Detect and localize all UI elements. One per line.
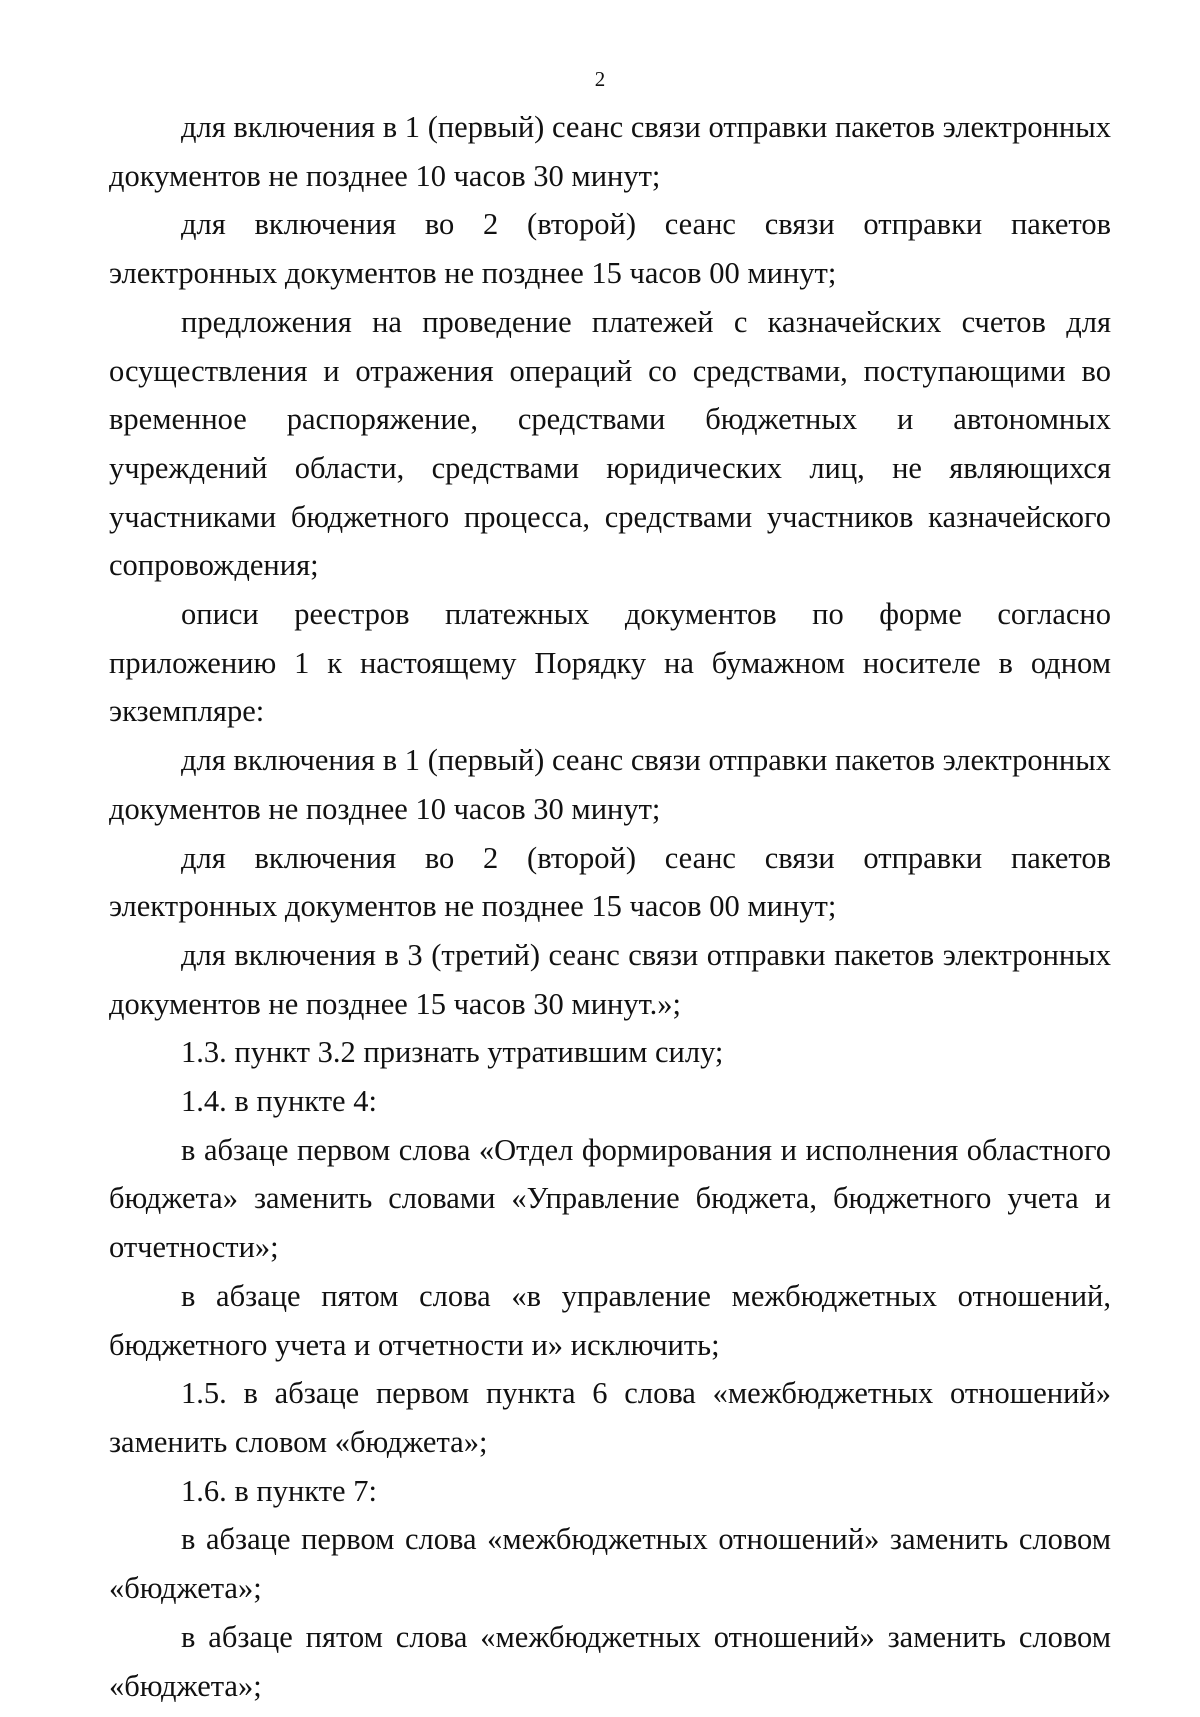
paragraph: 1.4. в пункте 4:	[181, 1084, 377, 1119]
paragraph: 1.5. в абзаце первом пункта 6 слова «межбюджетных отношений» заменить словом «бюджета»;	[109, 1376, 1111, 1459]
paragraph: 1.3. пункт 3.2 признать утратившим силу;	[181, 1035, 724, 1070]
paragraph: для включения во 2 (второй) сеанс связи отправки пакетов электронных документов не позднее 15 часов 00 минут;	[109, 840, 1111, 924]
paragraph: в абзаце первом слова «Отдел формирования и исполнения областного бюджета» заменить словами «Управление бюджета, бюджетного учета и отчетности»;	[109, 1132, 1111, 1265]
paragraph: для включения в 1 (первый) сеанс связи отправки пакетов электронных документов не позднее 10 часов 30 минут;	[109, 743, 1111, 826]
paragraph: для включения во 2 (второй) сеанс связи отправки пакетов электронных документов не позднее 15 часов 00 минут;	[109, 207, 1111, 291]
document-body	[109, 103, 1111, 1710]
paragraph: в абзаце первом слова «межбюджетных отношений» заменить словом «бюджета»;	[109, 1522, 1111, 1606]
paragraph: 1.6. в пункте 7:	[181, 1473, 377, 1508]
paragraph: предложения на проведение платежей с казначейских счетов для осуществления и отражения операций со средствами, поступающими во временное распоряжение, средствами бюджетных и автономных учреждений области, средствами юридических лиц, не являющихся участниками бюджетного процесса, средствами участников казначейского сопровождения;	[109, 304, 1111, 583]
paragraph: в абзаце пятом слова «в управление межбюджетных отношений, бюджетного учета и отчетности и» исключить;	[109, 1278, 1111, 1362]
page-number: 2	[594, 67, 606, 91]
paragraph: в абзаце пятом слова «межбюджетных отношений» заменить словом «бюджета»;	[109, 1619, 1111, 1703]
paragraph: для включения в 3 (третий) сеанс связи отправки пакетов электронных документов не позднее 15 часов 30 минут.»;	[109, 937, 1111, 1021]
paragraph: описи реестров платежных документов по форме согласно приложению 1 к настоящему Порядку на бумажном носителе в одном экземпляре:	[109, 597, 1111, 729]
paragraph: для включения в 1 (первый) сеанс связи отправки пакетов электронных документов не позднее 10 часов 30 минут;	[109, 110, 1111, 193]
